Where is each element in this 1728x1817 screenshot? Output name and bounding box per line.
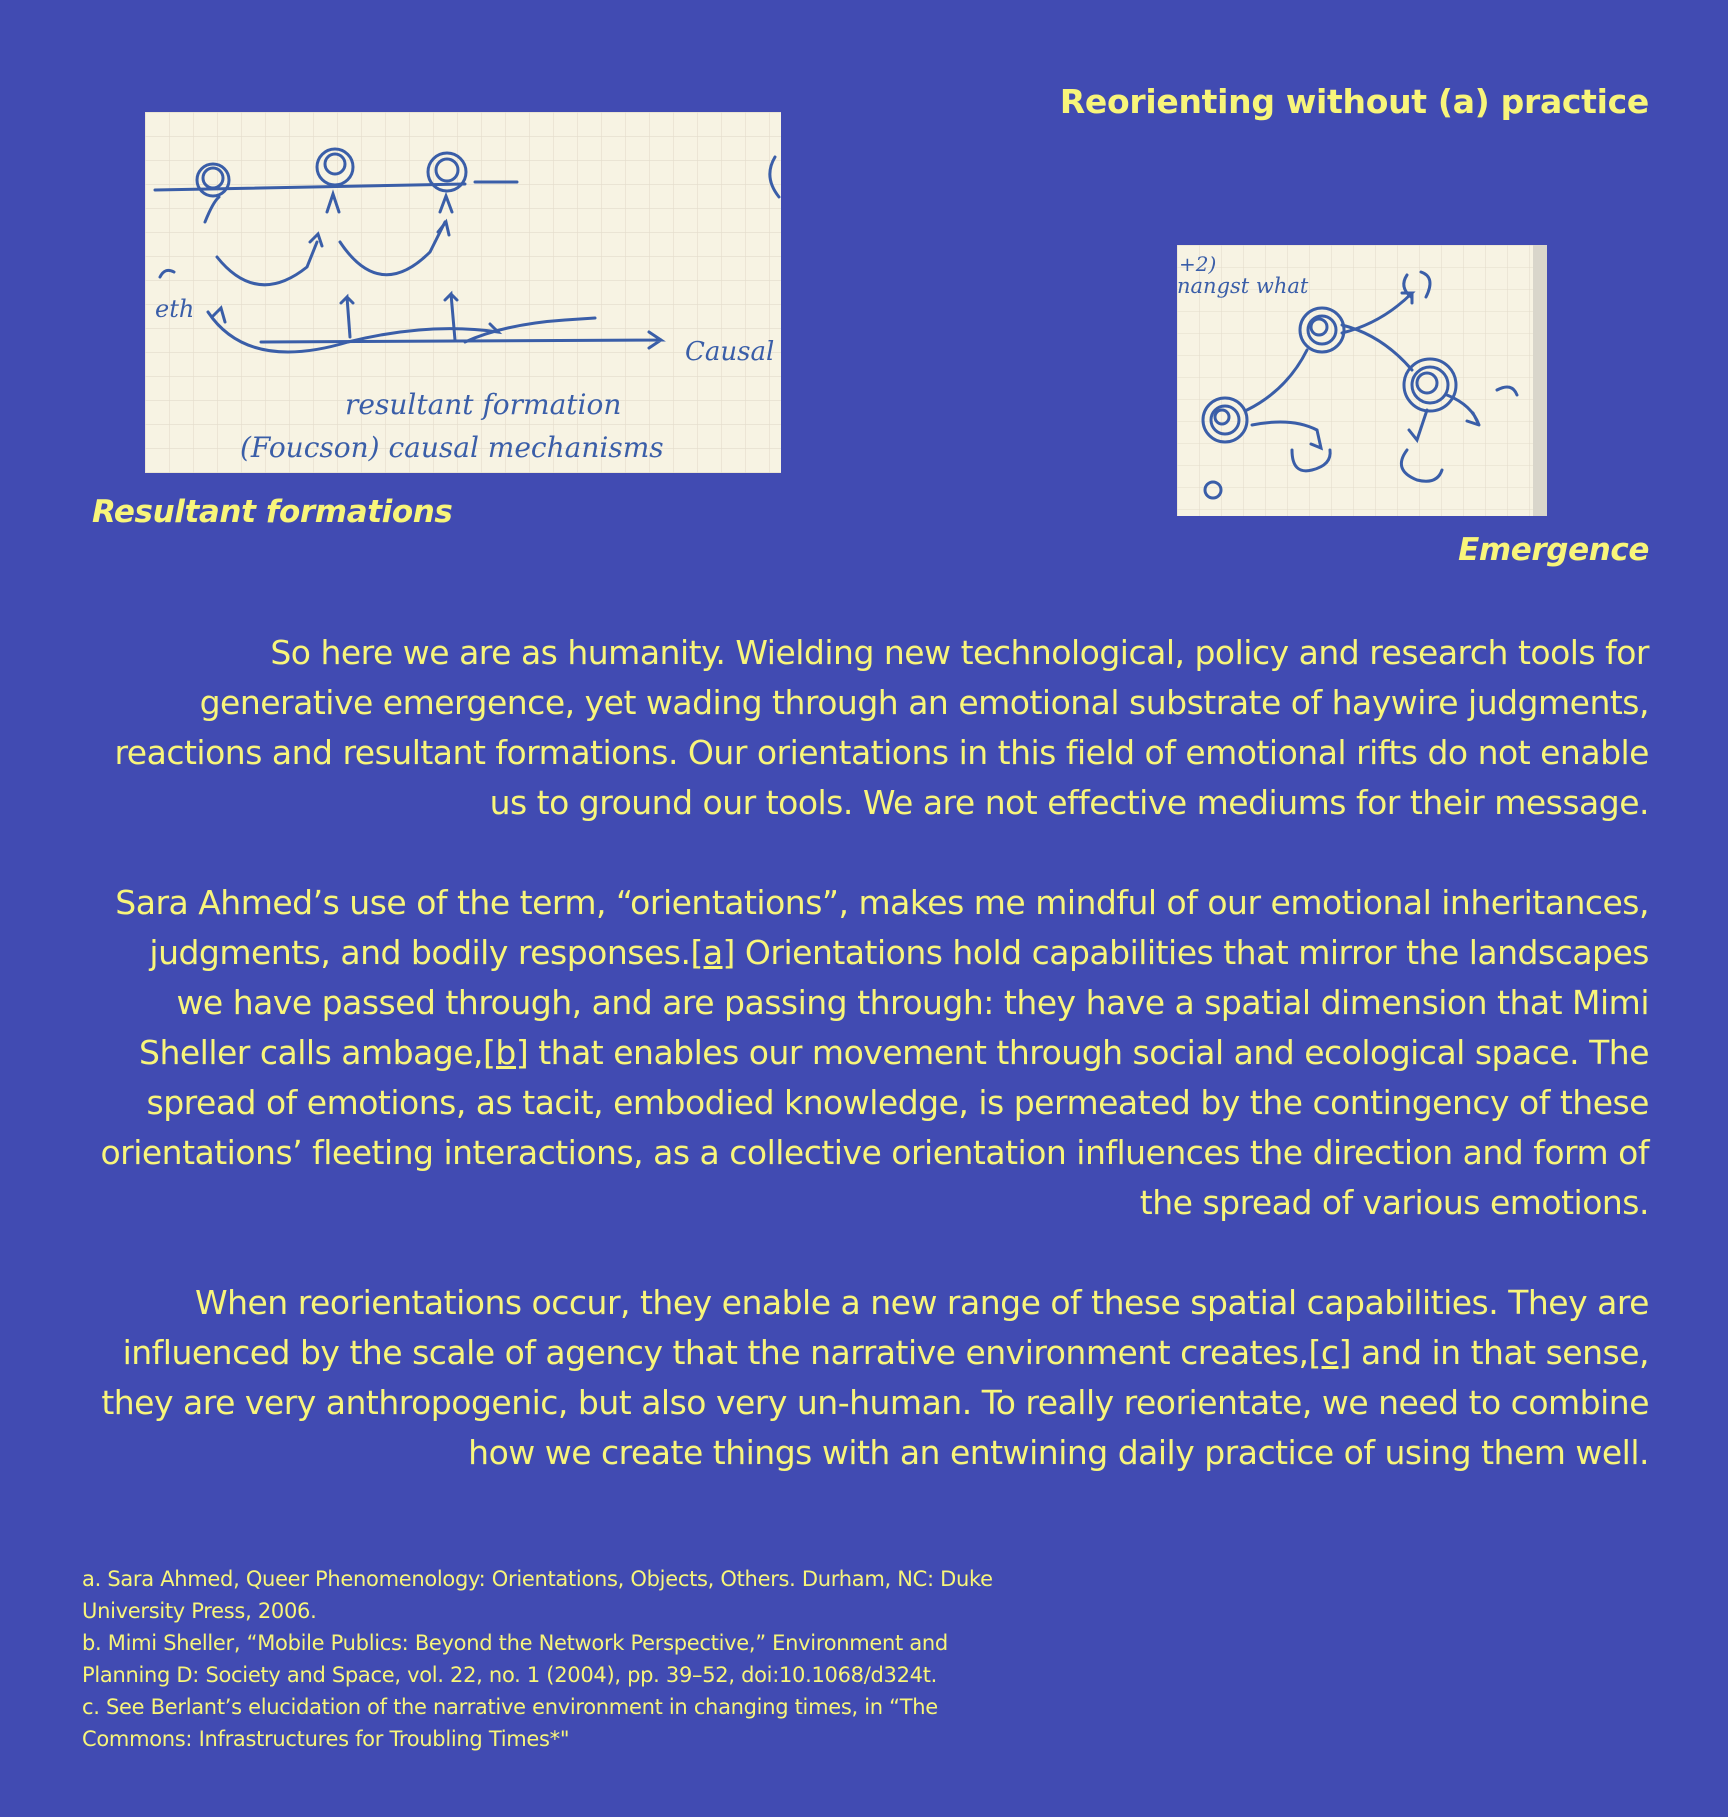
paragraph-2-text-3: that enables our movement through social and ecological space. The spread of emotions, as tacit, embodied knowledge, is permeated by the contingency of these orientations’ fleeting interactions, as a collective orientation influences the direction and form of the spread of various emotions. (100, 1033, 1649, 1222)
paragraph-1: So here we are as humanity. Wielding new technological, policy and research tools for generative emergence, yet wading through an emotional substrate of haywire judgments, reactions and resultant formations. Our orientations in this field of emotional rifts do not enable us to ground our tools. We are not effective mediums for their message. (114, 633, 1649, 822)
page-title: Reorienting without (a) practice (1059, 82, 1649, 121)
paragraph-3 (100, 1278, 1649, 1478)
paragraph-3-text-1: When reorientations occur, they enable a new range of these spatial capabilities. They are influenced by the scale of agency that the narrative environment creates, (122, 1283, 1649, 1372)
sketch-label-eth: eth (155, 295, 195, 323)
sketch-drawing (145, 112, 781, 473)
essay-body (100, 628, 1649, 1528)
footnote-link-c[interactable]: [c] (1308, 1333, 1351, 1372)
sketch-label-angst-what: nangst what (1177, 274, 1309, 298)
sketch-label-plus2: +2) (1179, 252, 1217, 276)
footnote-b: b. Mimi Sheller, “Mobile Publics: Beyond the Network Perspective,” Environment and Planning D: Society and Space, vol. 22, no. 1 (2004), pp. 39–52, doi:10.1068/d324t. (82, 1631, 948, 1687)
footnotes (82, 1563, 1042, 1755)
sketch-label-causal: Causal (685, 337, 775, 367)
footnote-link-b[interactable]: [b] (483, 1033, 529, 1072)
footnote-link-a[interactable]: [a] (690, 933, 735, 972)
resultant-formations-sketch (145, 112, 781, 473)
footnote-c: c. See Berlant’s elucidation of the narrative environment in changing times, in “The Commons: Infrastructures for Troubling Times*" (82, 1695, 938, 1751)
paragraph-2-text-2: Orientations hold capabilities that mirror the landscapes we have passed through, and are passing through: they have a spatial dimension that Mimi Sheller calls ambage, (139, 933, 1649, 1072)
sketch-drawing (1177, 245, 1547, 516)
sketch-label-causal-mechanisms: (Foucson) causal mechanisms (240, 431, 664, 464)
caption-emergence: Emergence (1458, 532, 1649, 568)
footnote-a: a. Sara Ahmed, Queer Phenomenology: Orientations, Objects, Others. Durham, NC: Duke University Press, 2006. (82, 1567, 993, 1623)
paragraph-2-text-1: Sara Ahmed’s use of the term, “orientations”, makes me mindful of our emotional inheritances, judgments, and bodily responses. (115, 883, 1649, 972)
emergence-sketch (1177, 245, 1547, 516)
paragraph-2 (100, 878, 1649, 1228)
paragraph-3-text-2: and in that sense, they are very anthropogenic, but also very un-human. To really reorientate, we need to combine how we create things with an entwining daily practice of using them well. (101, 1333, 1649, 1472)
sketch-label-resultant-formation: resultant formation (345, 388, 622, 421)
caption-resultant-formations: Resultant formations (92, 494, 453, 530)
